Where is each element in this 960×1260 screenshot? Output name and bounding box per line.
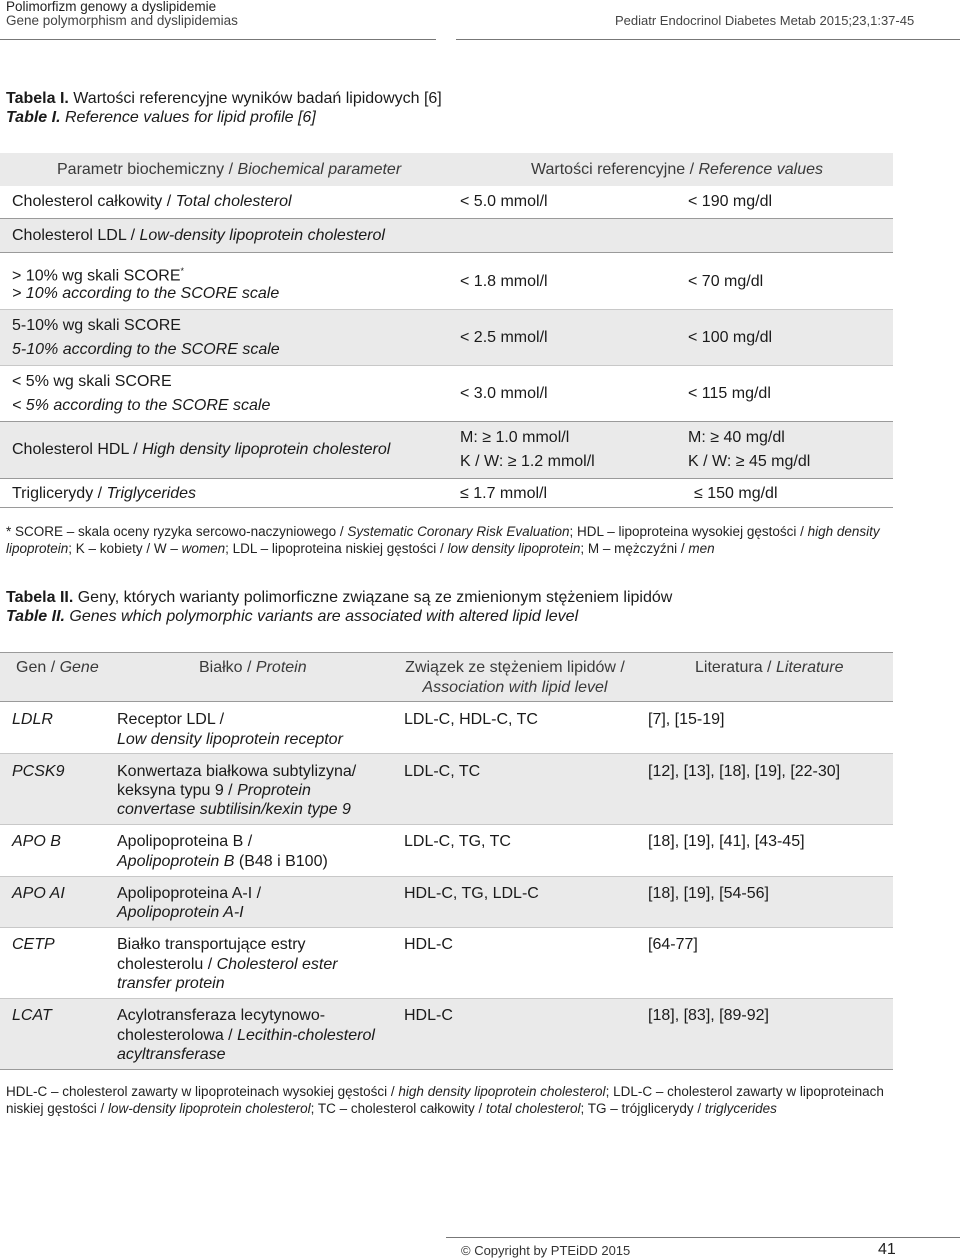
- literature: [7], [15-19]: [648, 711, 725, 728]
- table2-caption-pl: [6, 588, 672, 608]
- value-mmol-men: M: ≥ 1.0 mmol/l: [460, 429, 570, 446]
- protein-pl: cholesterolu /: [117, 956, 217, 973]
- header-divider-right: [456, 39, 960, 40]
- protein-en: Proprotein: [237, 782, 311, 799]
- fn-text: total cholesterol: [485, 1101, 581, 1116]
- table1-label-pl: Tabela I.: [6, 90, 69, 107]
- param-pl: Cholesterol LDL /: [12, 227, 140, 244]
- protein-line: Acylotransferaza lecytynowo-: [117, 1007, 326, 1024]
- table1-header-parameter: [57, 158, 401, 182]
- table1-title-en: Reference values for lipid profile [6]: [60, 109, 316, 126]
- table2-bottom-rule: [0, 1069, 893, 1070]
- table1-title-pl: Wartości referencyjne wyników badań lipidowych [6]: [68, 90, 442, 107]
- value-mmol: < 5.0 mmol/l: [460, 193, 548, 210]
- fn-text: triglycerides: [704, 1101, 777, 1116]
- fn-text: high density lipoprotein cholesterol: [398, 1084, 606, 1099]
- gene-name: APO AI: [12, 885, 65, 902]
- table2-footnote-line1: [6, 1083, 946, 1100]
- param-pl: Triglicerydy /: [12, 485, 107, 502]
- header-assoc-en: Association with lipid level: [422, 679, 608, 696]
- param-score-lt5-pl: < 5% wg skali SCORE: [12, 373, 172, 390]
- table1-footnote-line2: [6, 540, 906, 557]
- value-mg-women: K / W: ≥ 45 mg/dl: [688, 453, 811, 470]
- row-divider: [0, 478, 893, 479]
- table2-title-en: Genes which polymorphic variants are associated with altered lipid level: [64, 608, 579, 625]
- header-lit-pl: Literatura /: [695, 659, 776, 676]
- fn-text: low density lipoprotein: [447, 541, 581, 556]
- value-mg-men: M: ≥ 40 mg/dl: [688, 429, 785, 446]
- literature: [18], [19], [41], [43-45]: [648, 833, 805, 850]
- table2-label-pl: Tabela II.: [6, 589, 74, 606]
- table2-header-association: [370, 658, 660, 698]
- header-gene-pl: Gen /: [16, 659, 60, 676]
- value-mg: < 190 mg/dl: [688, 193, 773, 210]
- fn-text: ; K – kobiety / W –: [68, 541, 182, 556]
- row-divider: [0, 252, 893, 253]
- protein-pl: cholesterolowa /: [117, 1027, 238, 1044]
- protein-line: [117, 1026, 375, 1046]
- param-en: Total cholesterol: [175, 193, 292, 210]
- fn-text: * SCORE – skala oceny ryzyka sercowo-naczyniowego /: [6, 524, 348, 539]
- fn-text: ; LDL-C – cholesterol zawarty w lipoproteinach: [605, 1084, 884, 1099]
- table2-caption-en: [6, 607, 578, 627]
- table1-label-en: Table I.: [6, 109, 61, 126]
- protein-line: Białko transportujące estry: [117, 936, 306, 953]
- table2-header-gene: [16, 658, 99, 678]
- association: LDL-C, TC: [404, 763, 481, 780]
- table2-title-pl: Geny, których warianty polimorficzne związane są ze zmienionym stężeniem lipidów: [73, 589, 673, 606]
- fn-text: men: [688, 541, 715, 556]
- value-mmol-women: K / W: ≥ 1.2 mmol/l: [460, 453, 595, 470]
- protein-line: Low density lipoprotein receptor: [117, 731, 343, 748]
- fn-text: ; TG – trójglicerydy /: [580, 1101, 705, 1116]
- header-gene-en: Gene: [59, 659, 99, 676]
- footer-divider: [446, 1237, 960, 1238]
- gene-name: LCAT: [12, 1007, 52, 1024]
- journal-citation: Pediatr Endocrinol Diabetes Metab 2015;23,1:37-45: [615, 13, 915, 28]
- param-en: Triglycerides: [106, 485, 197, 502]
- fn-text: Systematic Coronary Risk Evaluation: [347, 524, 570, 539]
- gene-name: PCSK9: [12, 763, 65, 780]
- literature: [12], [13], [18], [19], [22-30]: [648, 763, 841, 780]
- value-mg: < 115 mg/dl: [688, 385, 771, 402]
- value-mmol: < 3.0 mmol/l: [460, 385, 548, 402]
- gene-name: LDLR: [12, 711, 53, 728]
- table2-header-protein: [199, 658, 307, 678]
- literature: [18], [83], [89-92]: [648, 1007, 769, 1024]
- table2-header-rule: [0, 701, 893, 702]
- protein-pl: keksyna typu 9 /: [117, 782, 238, 799]
- protein-line: [117, 781, 311, 801]
- protein-line: [117, 852, 328, 872]
- param-triglycerides: [12, 482, 196, 506]
- table1-header-reference: [531, 158, 823, 182]
- table1-caption-pl: [6, 89, 442, 109]
- association: HDL-C: [404, 936, 453, 953]
- literature: [18], [19], [54-56]: [648, 885, 769, 902]
- fn-text: low-density lipoprotein cholesterol: [108, 1101, 311, 1116]
- value-mg: < 70 mg/dl: [688, 273, 764, 290]
- param-en: High density lipoprotein cholesterol: [142, 441, 391, 458]
- literature: [64-77]: [648, 936, 698, 953]
- param-score-5-10-pl: 5-10% wg skali SCORE: [12, 317, 181, 334]
- copyright-notice: © Copyright by PTEiDD 2015: [461, 1243, 631, 1258]
- param-pl: Cholesterol HDL /: [12, 441, 143, 458]
- protein-en: Cholesterol ester: [216, 956, 338, 973]
- param-hdl-cholesterol: [12, 438, 390, 462]
- param-en: Low-density lipoprotein cholesterol: [139, 227, 385, 244]
- header-param-pl: Parametr biochemiczny /: [57, 161, 238, 178]
- header-ref-pl: Wartości referencyjne /: [531, 161, 699, 178]
- fn-text: ; HDL – lipoproteina wysokiej gęstości /: [569, 524, 808, 539]
- protein-line: Konwertaza białkowa subtylizyna/: [117, 763, 357, 780]
- table1-footnote-line1: [6, 523, 906, 540]
- param-score-gt10-en: > 10% according to the SCORE scale: [12, 285, 280, 302]
- protein-detail: (B48 i B100): [234, 853, 328, 870]
- fn-text: ; TC – cholesterol całkowity /: [310, 1101, 486, 1116]
- footnote-marker: *: [180, 266, 185, 276]
- association: LDL-C, TG, TC: [404, 833, 511, 850]
- header-param-en: Biochemical parameter: [237, 161, 402, 178]
- protein-en: Apolipoprotein B: [117, 853, 235, 870]
- param-score-5-10-en: 5-10% according to the SCORE scale: [12, 341, 280, 358]
- param-pl: > 10% wg skali SCORE: [12, 267, 181, 285]
- header-divider-left: [0, 39, 436, 40]
- param-pl: Cholesterol całkowity /: [12, 193, 176, 210]
- value-mmol: < 1.8 mmol/l: [460, 273, 548, 290]
- protein-line: Receptor LDL /: [117, 711, 225, 728]
- fn-text: lipoprotein: [6, 541, 69, 556]
- gene-name: APO B: [12, 833, 61, 850]
- association: HDL-C: [404, 1007, 453, 1024]
- protein-line: convertase subtilisin/kexin type 9: [117, 801, 351, 818]
- value-mg: ≤ 150 mg/dl: [694, 485, 778, 502]
- journal-subtitle: Gene polymorphism and dyslipidemias: [6, 13, 238, 28]
- protein-line: [117, 955, 338, 975]
- header-protein-en: Protein: [255, 659, 307, 676]
- gene-name: CETP: [12, 936, 55, 953]
- fn-text: niskiej gęstości /: [6, 1101, 109, 1116]
- fn-text: high density: [807, 524, 880, 539]
- param-score-lt5-en: < 5% according to the SCORE scale: [12, 397, 271, 414]
- value-mmol: < 2.5 mmol/l: [460, 329, 548, 346]
- fn-text: ; M – mężczyźni /: [580, 541, 689, 556]
- journal-title: Polimorfizm genowy a dyslipidemie: [6, 0, 217, 14]
- table2-top-rule: [0, 652, 893, 653]
- protein-line: acyltransferase: [117, 1046, 226, 1063]
- param-total-cholesterol: [12, 190, 292, 214]
- page-number: 41: [878, 1241, 896, 1258]
- protein-line: Apolipoproteina A-I /: [117, 885, 262, 902]
- header-lit-en: Literature: [775, 659, 844, 676]
- row-divider: [0, 824, 893, 825]
- fn-text: HDL-C – cholesterol zawarty w lipoproteinach wysokiej gęstości /: [6, 1084, 399, 1099]
- row-divider: [0, 927, 893, 928]
- association: LDL-C, HDL-C, TC: [404, 711, 538, 728]
- protein-line: Apolipoprotein A-I: [117, 904, 244, 921]
- table2-label-en: Table II.: [6, 608, 65, 625]
- protein-line: Apolipoproteina B /: [117, 833, 253, 850]
- header-protein-pl: Białko /: [199, 659, 256, 676]
- table2-footnote-line2: [6, 1100, 946, 1117]
- param-ldl-cholesterol: [12, 224, 385, 248]
- protein-line: transfer protein: [117, 975, 225, 992]
- row-divider: [0, 365, 893, 366]
- fn-text: ; LDL – lipoproteina niskiej gęstości /: [225, 541, 448, 556]
- table2-header-literature: [695, 658, 844, 678]
- association: HDL-C, TG, LDL-C: [404, 885, 539, 902]
- header-assoc-pl: Związek ze stężeniem lipidów /: [405, 659, 625, 676]
- value-mg: < 100 mg/dl: [688, 329, 773, 346]
- protein-en: Lecithin-cholesterol: [237, 1027, 375, 1044]
- header-ref-en: Reference values: [698, 161, 823, 178]
- table1-caption-en: [6, 108, 316, 128]
- table1-bottom-rule: [0, 507, 893, 508]
- value-mmol: ≤ 1.7 mmol/l: [460, 485, 548, 502]
- fn-text: women: [181, 541, 226, 556]
